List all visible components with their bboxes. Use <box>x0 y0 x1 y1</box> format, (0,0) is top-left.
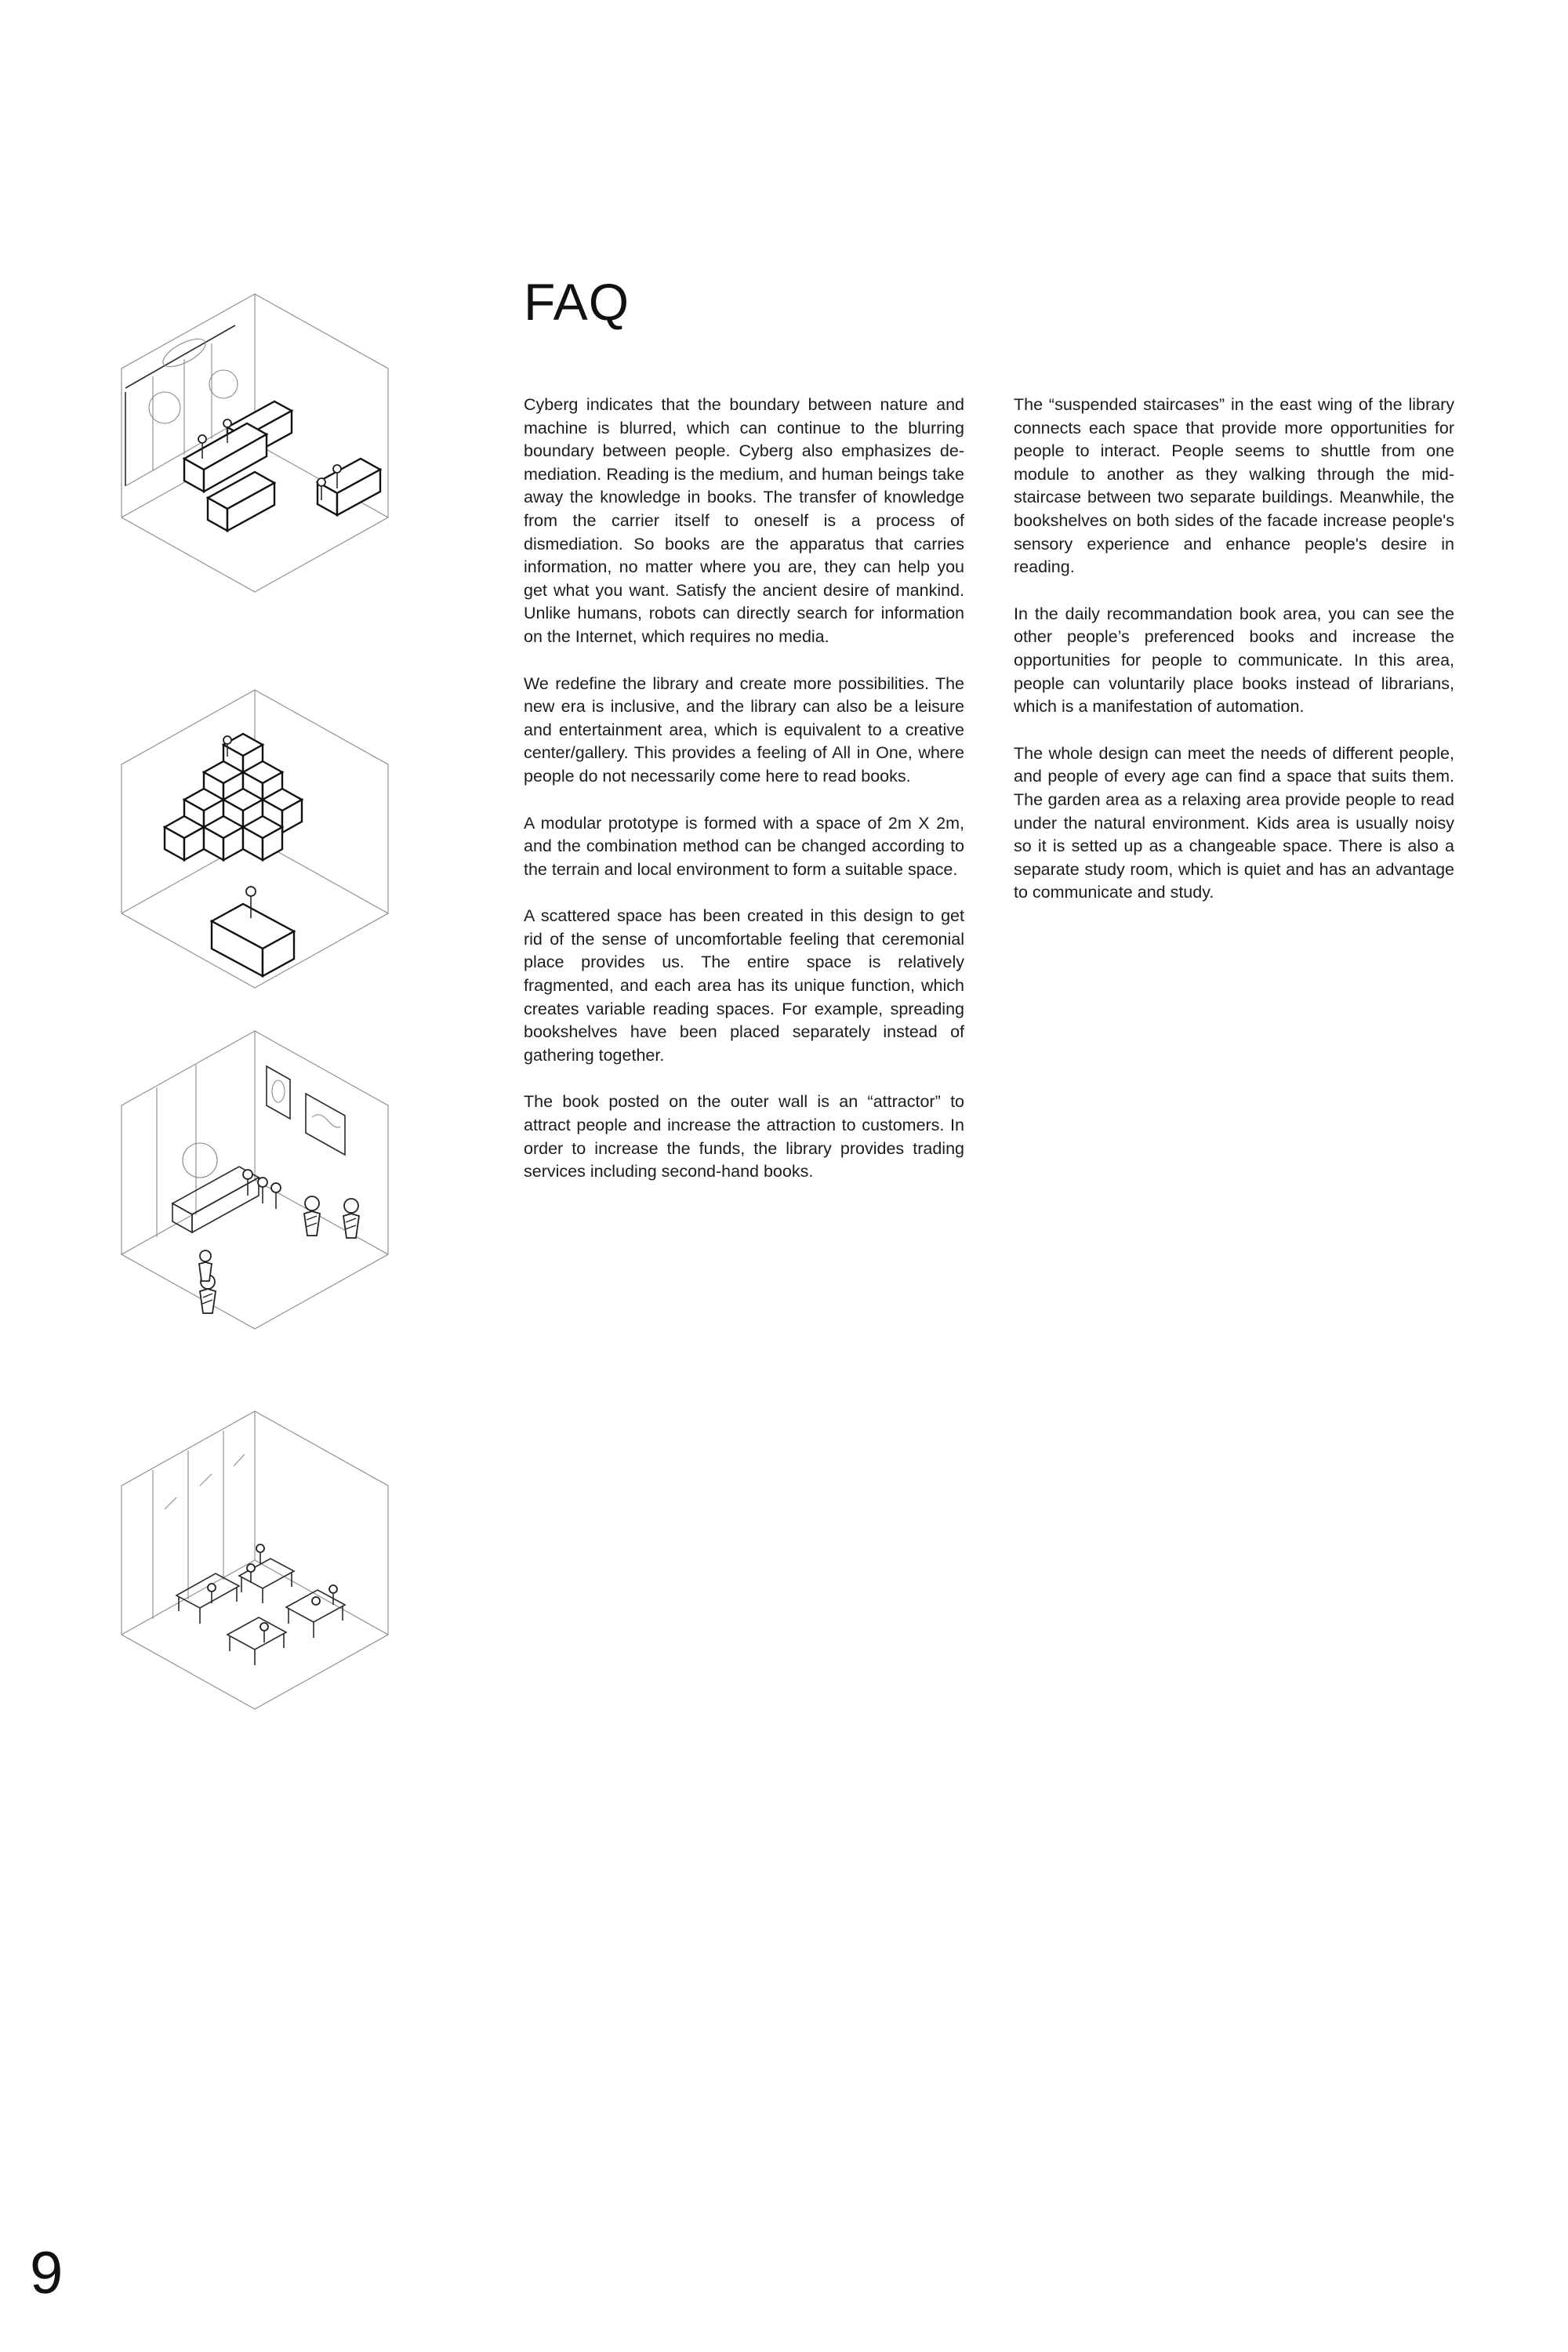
paragraph: Cyberg indicates that the boundary between nature and machine is blurred, which can continue to the blurring boundary between people. Cyberg also emphasizes de-mediation. Reading is the medium, and human beings take away the knowledge in books. The transfer of knowledge from the carrier itself to oneself is a process of dismediation. So books are the apparatus that carries information, no matter where you are, they can help you get what you want. Satisfy the ancient desire of mankind. Unlike humans, robots can directly search for information on the Internet, which requires no media. <box>524 395 964 646</box>
paragraph: The “suspended staircases” in the east wing of the library connects each space that provide more opportunities for people to interact. People seems to shuttle from one module to another as they walking through the mid-staircase between two separate buildings. Meanwhile, the bookshelves on both sides of the facade increase people's sensory experience and enhance people's desire in reading. <box>1014 395 1454 577</box>
paragraph: In the daily recommandation book area, you can see the other people’s preferenced books and increase the opportunities for people to communicate. In this area, people can voluntarily place books instead of librarians, which is a manifestation of automation. <box>1014 604 1454 717</box>
isometric-room-study-tables-icon <box>110 1407 408 1713</box>
paragraph: We redefine the library and create more possibilities. The new era is inclusive, and the library can also be a leisure and entertainment area, which is equivalent to a creative center/gallery. This provides a feeling of All in One, where people do not necessarily come here to read books. <box>524 673 964 786</box>
isometric-room-cube-pyramid-icon <box>110 686 408 992</box>
paragraph: The book posted on the outer wall is an “attractor” to attract people and increase the attraction to customers. In order to increase the funds, the library provides trading services including second-hand books. <box>524 1092 964 1181</box>
isometric-room-gallery-people-icon <box>110 1027 408 1333</box>
page-number: 9 <box>30 2240 64 2307</box>
isometric-room-bookshelves-icon <box>110 290 408 596</box>
paragraph: A scattered space has been created in this design to get rid of the sense of uncomfortable feeling that ceremonial place provides us. The entire space is relatively fragmented, and each area has its unique function, which creates variable reading spaces. For example, spreading bookshelves have been placed separately instead of gathering together. <box>524 906 964 1065</box>
text-column-right <box>1014 394 1454 928</box>
page-title: FAQ <box>524 273 630 331</box>
text-column-left <box>524 394 964 1207</box>
paragraph: The whole design can meet the needs of different people, and people of every age can find a space that suits them. The garden area as a relaxing area provide people to read under the natural environment. Kids area is usually noisy so it is setted up as a changeable space. There is also a separate study room, which is quiet and has an advantage to communicate and study. <box>1014 743 1454 902</box>
paragraph: A modular prototype is formed with a space of 2m X 2m, and the combination method can be changed according to the terrain and local environment to form a suitable space. <box>524 813 964 879</box>
